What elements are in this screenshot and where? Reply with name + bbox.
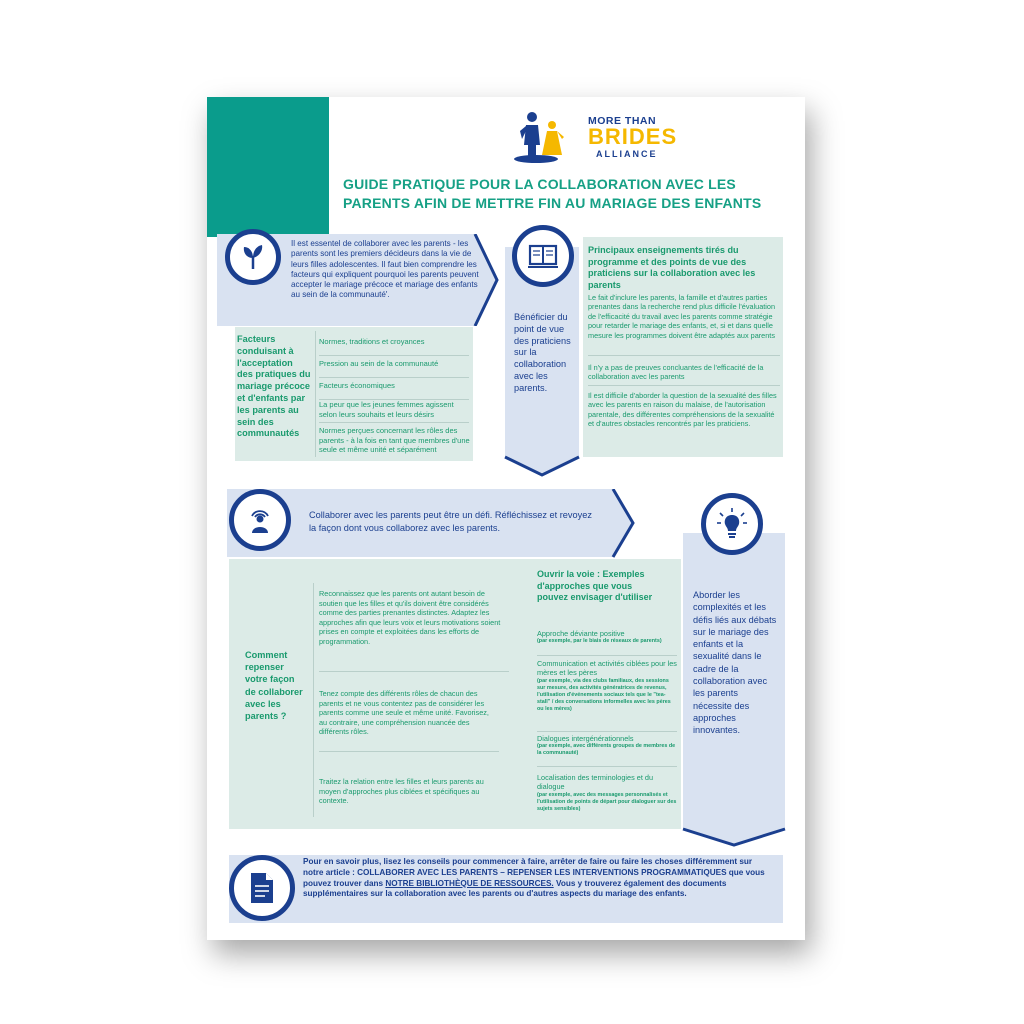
example-item — [537, 659, 677, 732]
example-detail: (par exemple, avec différents groupes de membres de la communauté) — [537, 743, 676, 757]
lessons-heading: Principaux enseignements tirés du programme et des points de vue des praticiens sur la collaboration avec les parents — [588, 245, 756, 290]
intro-text: Il est essentel de collaborer avec les parents - les parents sont les premiers décideurs dans la vie de leurs filles adolescentes. Il faut bien comprendre les facteurs qui expliquent pourquoi les parents peuvent accepter le mariage précoce et mariage des enfants au sein de la communauté'. — [291, 239, 479, 300]
rethink-divider — [313, 583, 314, 817]
example-item — [537, 629, 677, 656]
example-item — [537, 773, 677, 827]
lesson-item: Il est difficile d'aborder la question de la sexualité des filles avec les parents en raison du malaise, de l'autorisation parentale, des différentes compréhensions de la sexualité et d'autres obstacles rencontrés par les praticiens. — [588, 391, 777, 429]
example-title: Localisation des terminologies et du dialogue — [537, 773, 654, 792]
examples-heading: Ouvrir la voie : Exemples d'approches que vous pouvez envisager d'utiliser — [537, 569, 653, 602]
document-icon — [229, 855, 295, 921]
rethink-tip: Traitez la relation entre les filles et leurs parents au moyen d'approches plus ciblées et spécifiques au contexte. — [319, 777, 484, 805]
factor-item: Normes perçues concernant les rôles des parents - à la fois en tant que membres d'une seule et même unité et séparément — [319, 426, 470, 454]
factors-heading: Facteurs conduisant à l'acceptation des pratiques du mariage précoce et d'enfants par les parents au sein des communautés — [237, 334, 311, 439]
lightbulb-icon — [701, 493, 763, 555]
example-title: Approche déviante positive — [537, 629, 625, 638]
logo-figures-icon — [512, 109, 574, 165]
footer-text-b: Vous y trouverez également des documents supplémentaires sur la collaboration avec les parents ou d'autres aspects du mariage des enfants. — [303, 878, 727, 899]
factor-item: Normes, traditions et croyances — [319, 337, 469, 356]
factor-item: La peur que les jeunes femmes agissent selon leurs souhaits et leurs désirs — [319, 400, 469, 423]
factor-item: Pression au sein de la communauté — [319, 359, 469, 378]
plant-icon — [225, 229, 281, 285]
logo-line3: ALLIANCE — [596, 149, 658, 159]
factor-item: Facteurs économiques — [319, 381, 469, 400]
example-title: Communication et activités ciblées pour les mères et les pères — [537, 659, 677, 678]
example-detail: (par exemple, avec des messages personnalisés et l'utilisation de points de départ pour dialoguer sur des sujets sensibles) — [537, 791, 677, 812]
factors-divider — [315, 331, 316, 457]
resource-library-link[interactable]: NOTRE BIBLIOTHÈQUE DE RESSOURCES. — [385, 878, 554, 888]
rethink-tip: Reconnaissez que les parents ont autant besoin de soutien que les filles et qu'ils doivent être considérés comme des parties prenantes distinctes. Adaptez les approches afin que leurs voix et leurs motivations soient prises en compte et exploitées dans les efforts de programmation. — [319, 589, 509, 672]
practitioners-text: Bénéficier du point de vue des praticiens sur la collaboration avec les parents. — [514, 312, 571, 393]
example-detail: (par exemple, par le biais de réseaux de parents) — [537, 638, 662, 645]
logo-line1: MORE THAN — [588, 115, 657, 127]
lesson-item: Le fait d'inclure les parents, la famille et d'autres parties prenantes dans la recherche rend plus difficile l'évaluation de l'efficacité du travail avec les parents comme stratégie pour retarder le mariage des enfants, et, si et dans quelle mesure les programmes doivent être adaptés aux parents — [588, 293, 780, 356]
lesson-item: Il n'y a pas de preuves concluantes de l'efficacité de la collaboration avec les parents — [588, 363, 780, 386]
guide-page — [207, 97, 805, 940]
footer-text — [303, 857, 773, 900]
example-title: Dialogues intergénérationnels — [537, 734, 634, 743]
example-detail: (par exemple, via des clubs familiaux, des sessions sur mesure, des activités génératrices de revenus, l'utilisation d'événements sociaux tels que le "tea-stall" / des conversations informelles avec les pères ou les mères) — [537, 677, 671, 712]
logo — [512, 109, 692, 167]
banner-text: Collaborer avec les parents peut être un défi. Réfléchissez et revoyez la façon dont vous collaborez avec les parents. — [309, 510, 592, 533]
rethink-tip: Tenez compte des différents rôles de chacun des parents et ne vous contentez pas de considérer les parents comme une seule et même unité. Favorisez, au contraire, une compréhension nuancée des différents rôles. — [319, 689, 499, 752]
footer-text-a: Pour en savoir plus, lisez les conseils pour commencer à faire, arrêter de faire ou faire les choses différemment sur notre article : COLLABORER AVEC LES PARENTS – REPENSER LES INTERVENTIONS PROGRAMMATIQUES que vous pouvez trouver dans — [303, 857, 765, 888]
page-title: GUIDE PRATIQUE POUR LA COLLABORATION AVEC LES PARENTS AFIN DE METTRE FIN AU MARIAGE DES ENFANTS — [343, 176, 762, 211]
teal-corner-block — [207, 97, 329, 237]
logo-line2: BRIDES — [588, 124, 678, 149]
rethink-question: Comment repenser votre façon de collaborer avec les parents ? — [245, 650, 303, 722]
person-broadcast-icon — [229, 489, 291, 551]
example-item — [537, 734, 677, 767]
innovation-text: Aborder les complexités et les défis liés aux débats sur le mariage des enfants et la sexualité dans le cadre de la collaboration avec les parents nécessite des approches innovantes. — [693, 590, 777, 736]
book-icon — [512, 225, 574, 287]
